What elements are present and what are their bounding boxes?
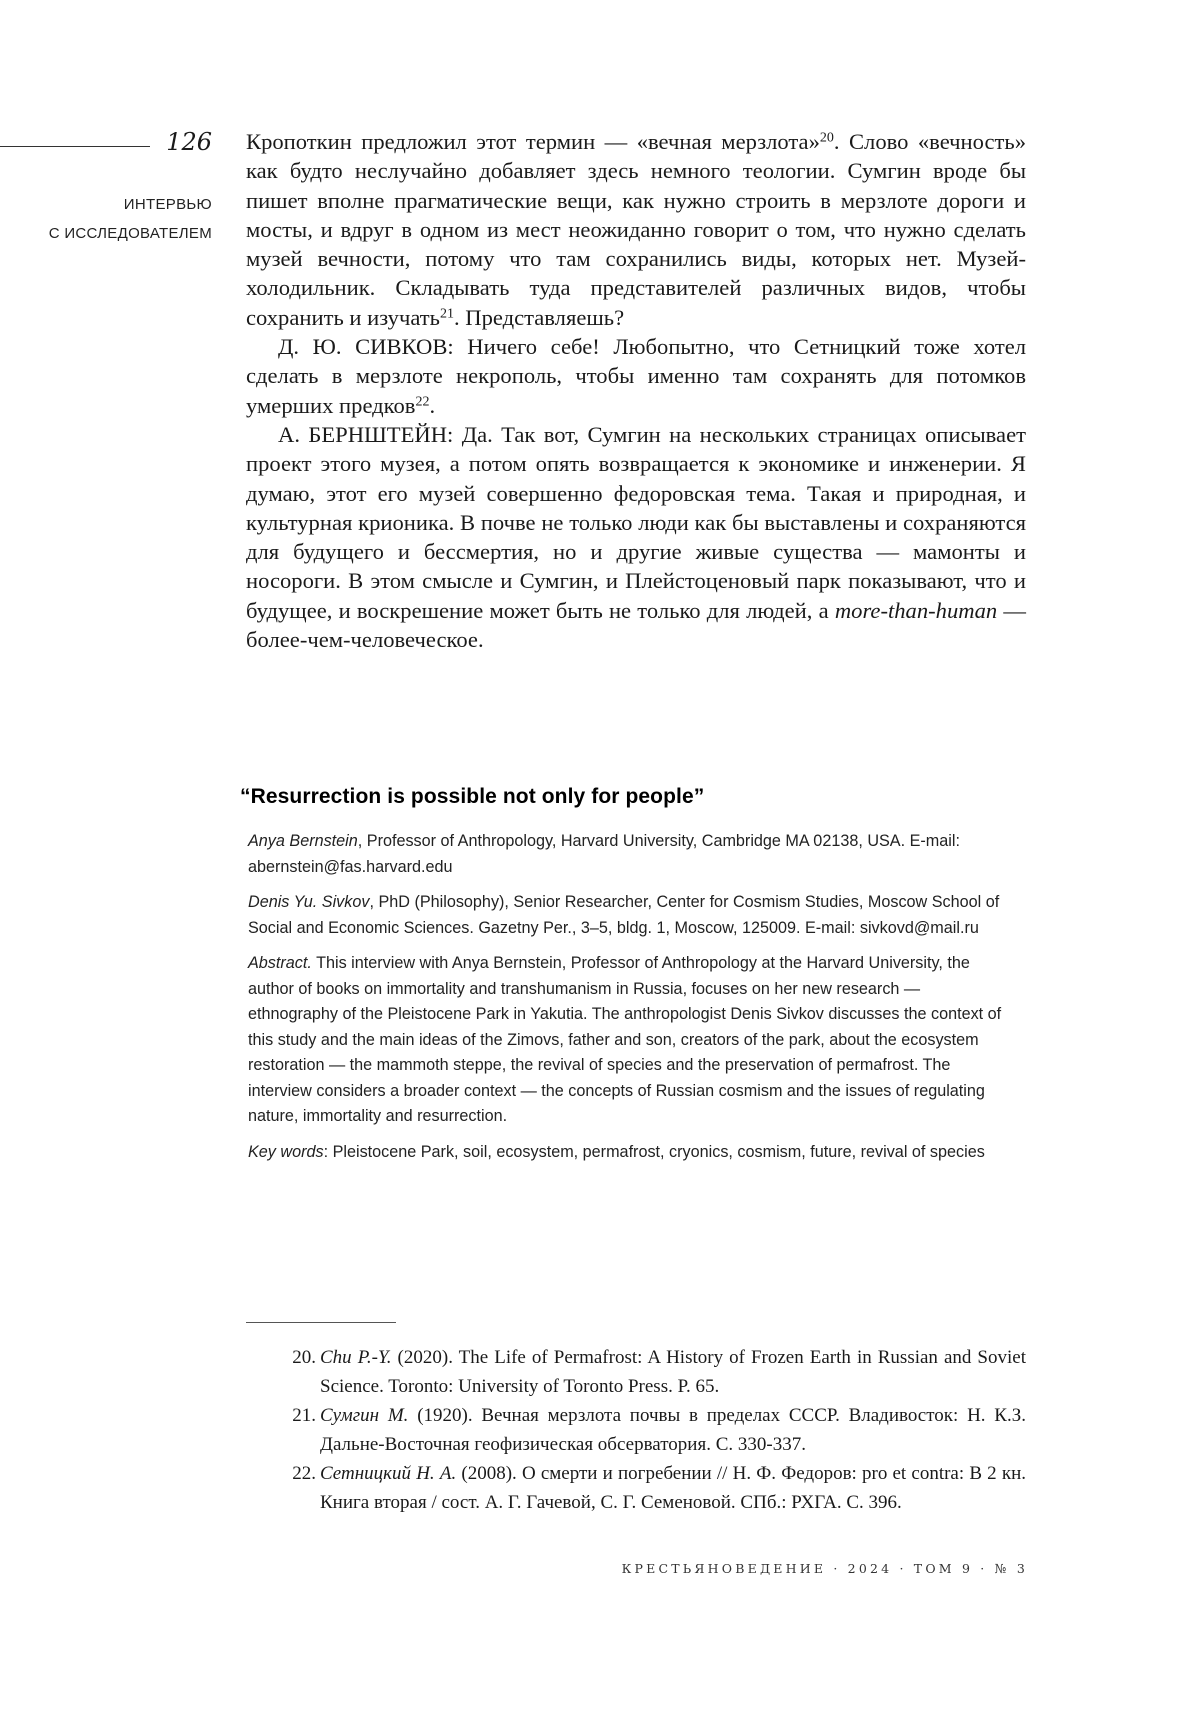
author-affiliation: Denis Yu. Sivkov, PhD (Philosophy), Senior Researcher, Center for Cosmism Studies, Moscow School of Social and Economic Sciences. Gazetny Per., 3–5, bldg. 1, Moscow, 125009. E-mail: sivkovd@mail.ru [248,893,1000,937]
page-number: 126 [166,128,212,156]
paragraph: А. БЕРНШТЕЙН: Да. Так вот, Сумгин на нескольких страницах описывает проект этого музея, а потом опять возвращается к экономике и инженерии. Я думаю, этот его музей совершенно федоровская тема. Такая и природная, и культурная крионика. В почве не только люди как бы выставлены и сохраняются для будущего и бессмертия, но и другие живые существа — мамонты и носороги. В этом смысле и Сумгин, и Плейстоценовый парк показывают, что и будущее, и воскрешение может быть не только для людей, а more-than-human — более-чем-человеческое. [246,421,1026,653]
english-title: “Resurrection is possible not only for people” [240,785,705,808]
footnote-ref[interactable]: 21 [439,306,454,322]
header-rule [0,146,150,147]
abstract-label: Abstract. [248,954,312,972]
running-footer: КРЕСТЬЯНОВЕДЕНИЕ · 2024 · ТОМ 9 · № 3 [621,1561,1028,1576]
paragraph: Д. Ю. СИВКОВ: Ничего себе! Любопытно, что Сетницкий тоже хотел сделать в мерзлоте некрополь, чтобы именно там сохранять для потомков умерших предков$^{22}$. [246,334,1026,418]
footnote: 22. Сетницкий Н. А. (2008). О смерти и погребении // Н. Ф. Федоров: pro et contra: В 2 кн. Книга вторая / сост. А. Г. Гачевой, С. Г. Семеновой. СПб.: РХГА. С. 396. [280,1459,1026,1517]
author-name: Denis Yu. Sivkov [248,893,370,911]
author-affiliation: Anya Bernstein, Professor of Anthropology, Harvard University, Cambridge MA 02138, USA. E-mail: abernstein@fas.harvard.edu [248,832,960,876]
paragraph: Кропоткин предложил этот термин — «вечная мерзлота»$^{20}$. Слово «вечность» как будто неслучайно добавляет здесь немного теологии. Сумгин вроде бы пишет вполне прагматические вещи, как нужно строить в мерзлоте дороги и мосты, и вдруг в одном из мест неожиданно говорит о том, что нужно сделать музей вечности, потому что там сохранились виды, которых нет. Музей-холодильник. Складывать туда представителей различных видов, чтобы сохранить и изучать$^{21}$. Представляешь? [246,129,1026,330]
footnote: 21. Сумгин М. (1920). Вечная мерзлота почвы в пределах СССР. Владивосток: Н. К.З. Дальне-Восточная геофизическая обсерватория. С. 330-337. [280,1401,1026,1459]
footnote-rule [246,1322,396,1323]
speaker-name: А. БЕРНШТЕЙН: [278,421,454,447]
footnote-number: 21. [292,1405,316,1426]
abstract: Abstract. This interview with Anya Bernstein, Professor of Anthropology at the Harvard University, the author of books on immortality and transhumanism in Russia, focuses on her new research — ethnography of the Pleistocene Park in Yakutia. The anthropologist Denis Sivkov discusses the context of this study and the main ideas of the Zimovs, father and son, creators of the park, about the ecosystem restoration — the mammoth steppe, the revival of species and the preservation of permafrost. The interview considers a broader context — the concepts of Russian cosmism and the issues of regulating nature, immortality and resurrection. [248,954,1002,1125]
keywords: Key words: Pleistocene Park, soil, ecosystem, permafrost, cryonics, cosmism, future, revival of species [248,1142,985,1161]
author-name: Anya Bernstein [248,832,358,850]
footnote-author: Сумгин М. [320,1405,409,1426]
footnote-ref[interactable]: 20 [819,130,834,146]
footnote-author: Сетницкий Н. А. [320,1463,457,1484]
footnote-author: Chu P.-Y. [320,1347,392,1368]
keywords-label: Key words [248,1142,324,1161]
italic-term: more-than-human [834,597,998,623]
footnotes [280,1343,1026,1517]
footnote-number: 20. [292,1347,316,1368]
footnote: 20. Chu P.-Y. (2020). The Life of Permafrost: A History of Frozen Earth in Russian and Soviet Science. Toronto: University of Toronto Press. P. 65. [280,1343,1026,1401]
section-label [49,190,212,248]
footnote-ref[interactable]: 22 [415,393,430,409]
section-label-line2: С ИССЛЕДОВАТЕЛЕМ [48,225,212,242]
english-summary [240,785,1010,1175]
footnote-number: 22. [292,1463,316,1484]
speaker-name: Д. Ю. СИВКОВ: [278,334,454,360]
interview-body [246,127,1026,654]
section-label-line1: ИНТЕРВЬЮ [123,196,212,213]
